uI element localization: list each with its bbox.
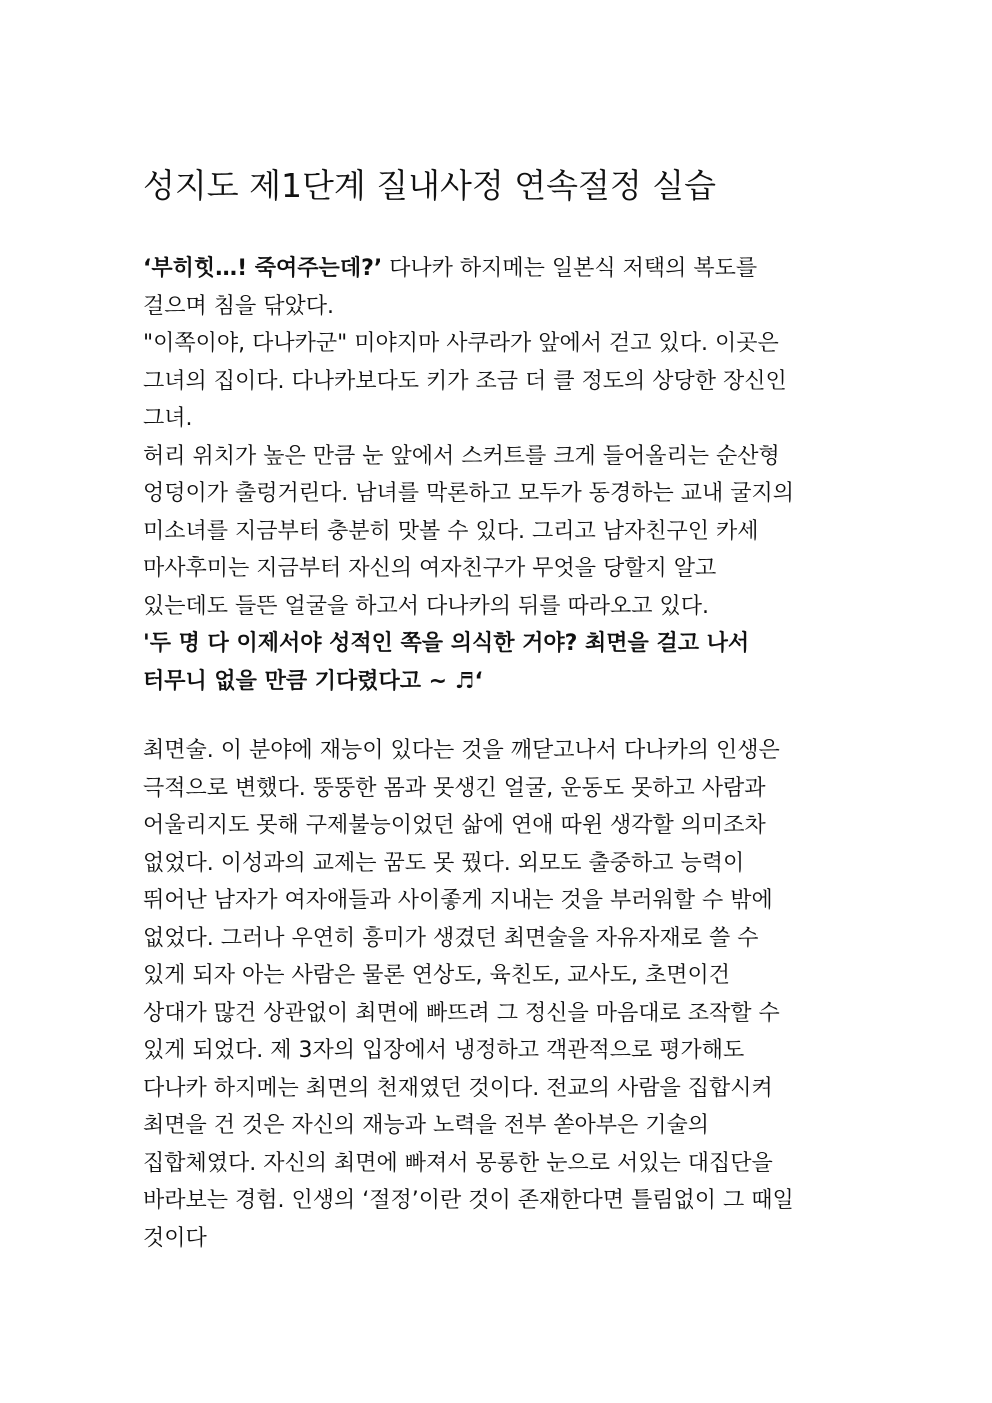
inner-thought-line: 터무니 없을 만큼 기다렸다고 ~ ♬‘	[143, 668, 483, 694]
paragraph-line: 다나카 하지메는 최면의 천재였던 것이다. 전교의 사람을 집합시켜	[143, 1075, 773, 1101]
inner-thought-line: '두 명 다 이제서야 성적인 쪽을 의식한 거야? 최면을 걸고 나서	[143, 631, 750, 656]
story-section-2	[143, 732, 863, 1257]
paragraph-line: 어울리지도 못해 구제불능이었던 삶에 연애 따윈 생각할 의미조차	[143, 813, 766, 838]
paragraph-line	[143, 250, 863, 288]
paragraph-line: 그녀.	[143, 406, 193, 431]
paragraph-line: 미소녀를 지금부터 충분히 맛볼 수 있다. 그리고 남자친구인 카세	[143, 518, 759, 544]
paragraph-line: 없었다. 이성과의 교제는 꿈도 못 꿨다. 외모도 출중하고 능력이	[143, 850, 745, 876]
paragraph-line: 엉덩이가 출렁거린다. 남녀를 막론하고 모두가 동경하는 교내 굴지의	[143, 481, 795, 506]
paragraph-line: 바라보는 경험. 인생의 ‘절정’이란 것이 존재한다면 틀림없이 그 때일	[143, 1188, 794, 1213]
paragraph-line: 있는데도 들뜬 얼굴을 하고서 다나카의 뒤를 따라오고 있다.	[143, 593, 709, 619]
paragraph-line: 있게 되자 아는 사람은 물론 연상도, 육친도, 교사도, 초면이건	[143, 963, 730, 988]
paragraph-line: 집합체였다. 자신의 최면에 빠져서 몽롱한 눈으로 서있는 대집단을	[143, 1150, 773, 1176]
paragraph-line: 마사후미는 지금부터 자신의 여자친구가 무엇을 당할지 알고	[143, 556, 717, 581]
paragraph-line: 없었다. 그러나 우연히 흥미가 생겼던 최면술을 자유자재로 쓸 수	[143, 925, 759, 951]
paragraph-line: 상대가 많건 상관없이 최면에 빠뜨려 그 정신을 마음대로 조작할 수	[143, 1000, 780, 1026]
narration-text: 다나카 하지메는 일본식 저택의 복도를	[382, 256, 758, 281]
paragraph-line: 있게 되었다. 제 3자의 입장에서 냉정하고 객관적으로 평가해도	[143, 1038, 745, 1063]
paragraph-line: 그녀의 집이다. 다나카보다도 키가 조금 더 클 정도의 상당한 장신인	[143, 368, 787, 394]
paragraph-line: 최면을 건 것은 자신의 재능과 노력을 전부 쏟아부은 기술의	[143, 1113, 709, 1138]
story-section-1	[143, 250, 863, 700]
paragraph-line: 것이다	[143, 1225, 207, 1251]
paragraph-line: 극적으로 변했다. 뚱뚱한 몸과 못생긴 얼굴, 운동도 못하고 사람과	[143, 775, 766, 801]
page-title: 성지도 제1단계 질내사정 연속절정 실습	[143, 166, 717, 205]
inner-thought-text: ‘부히힛…! 죽여주는데?’	[143, 256, 383, 281]
paragraph-line: 걸으며 침을 닦았다.	[143, 293, 334, 319]
paragraph-line: 최면술. 이 분야에 재능이 있다는 것을 깨닫고나서 다나카의 인생은	[143, 738, 780, 763]
paragraph-line: 뛰어난 남자가 여자애들과 사이좋게 지내는 것을 부러워할 수 밖에	[143, 888, 773, 913]
paragraph-line: "이쪽이야, 다나카군" 미야지마 사쿠라가 앞에서 걷고 있다. 이곳은	[143, 331, 779, 356]
paragraph-line: 허리 위치가 높은 만큼 눈 앞에서 스커트를 크게 들어올리는 순산형	[143, 443, 780, 469]
